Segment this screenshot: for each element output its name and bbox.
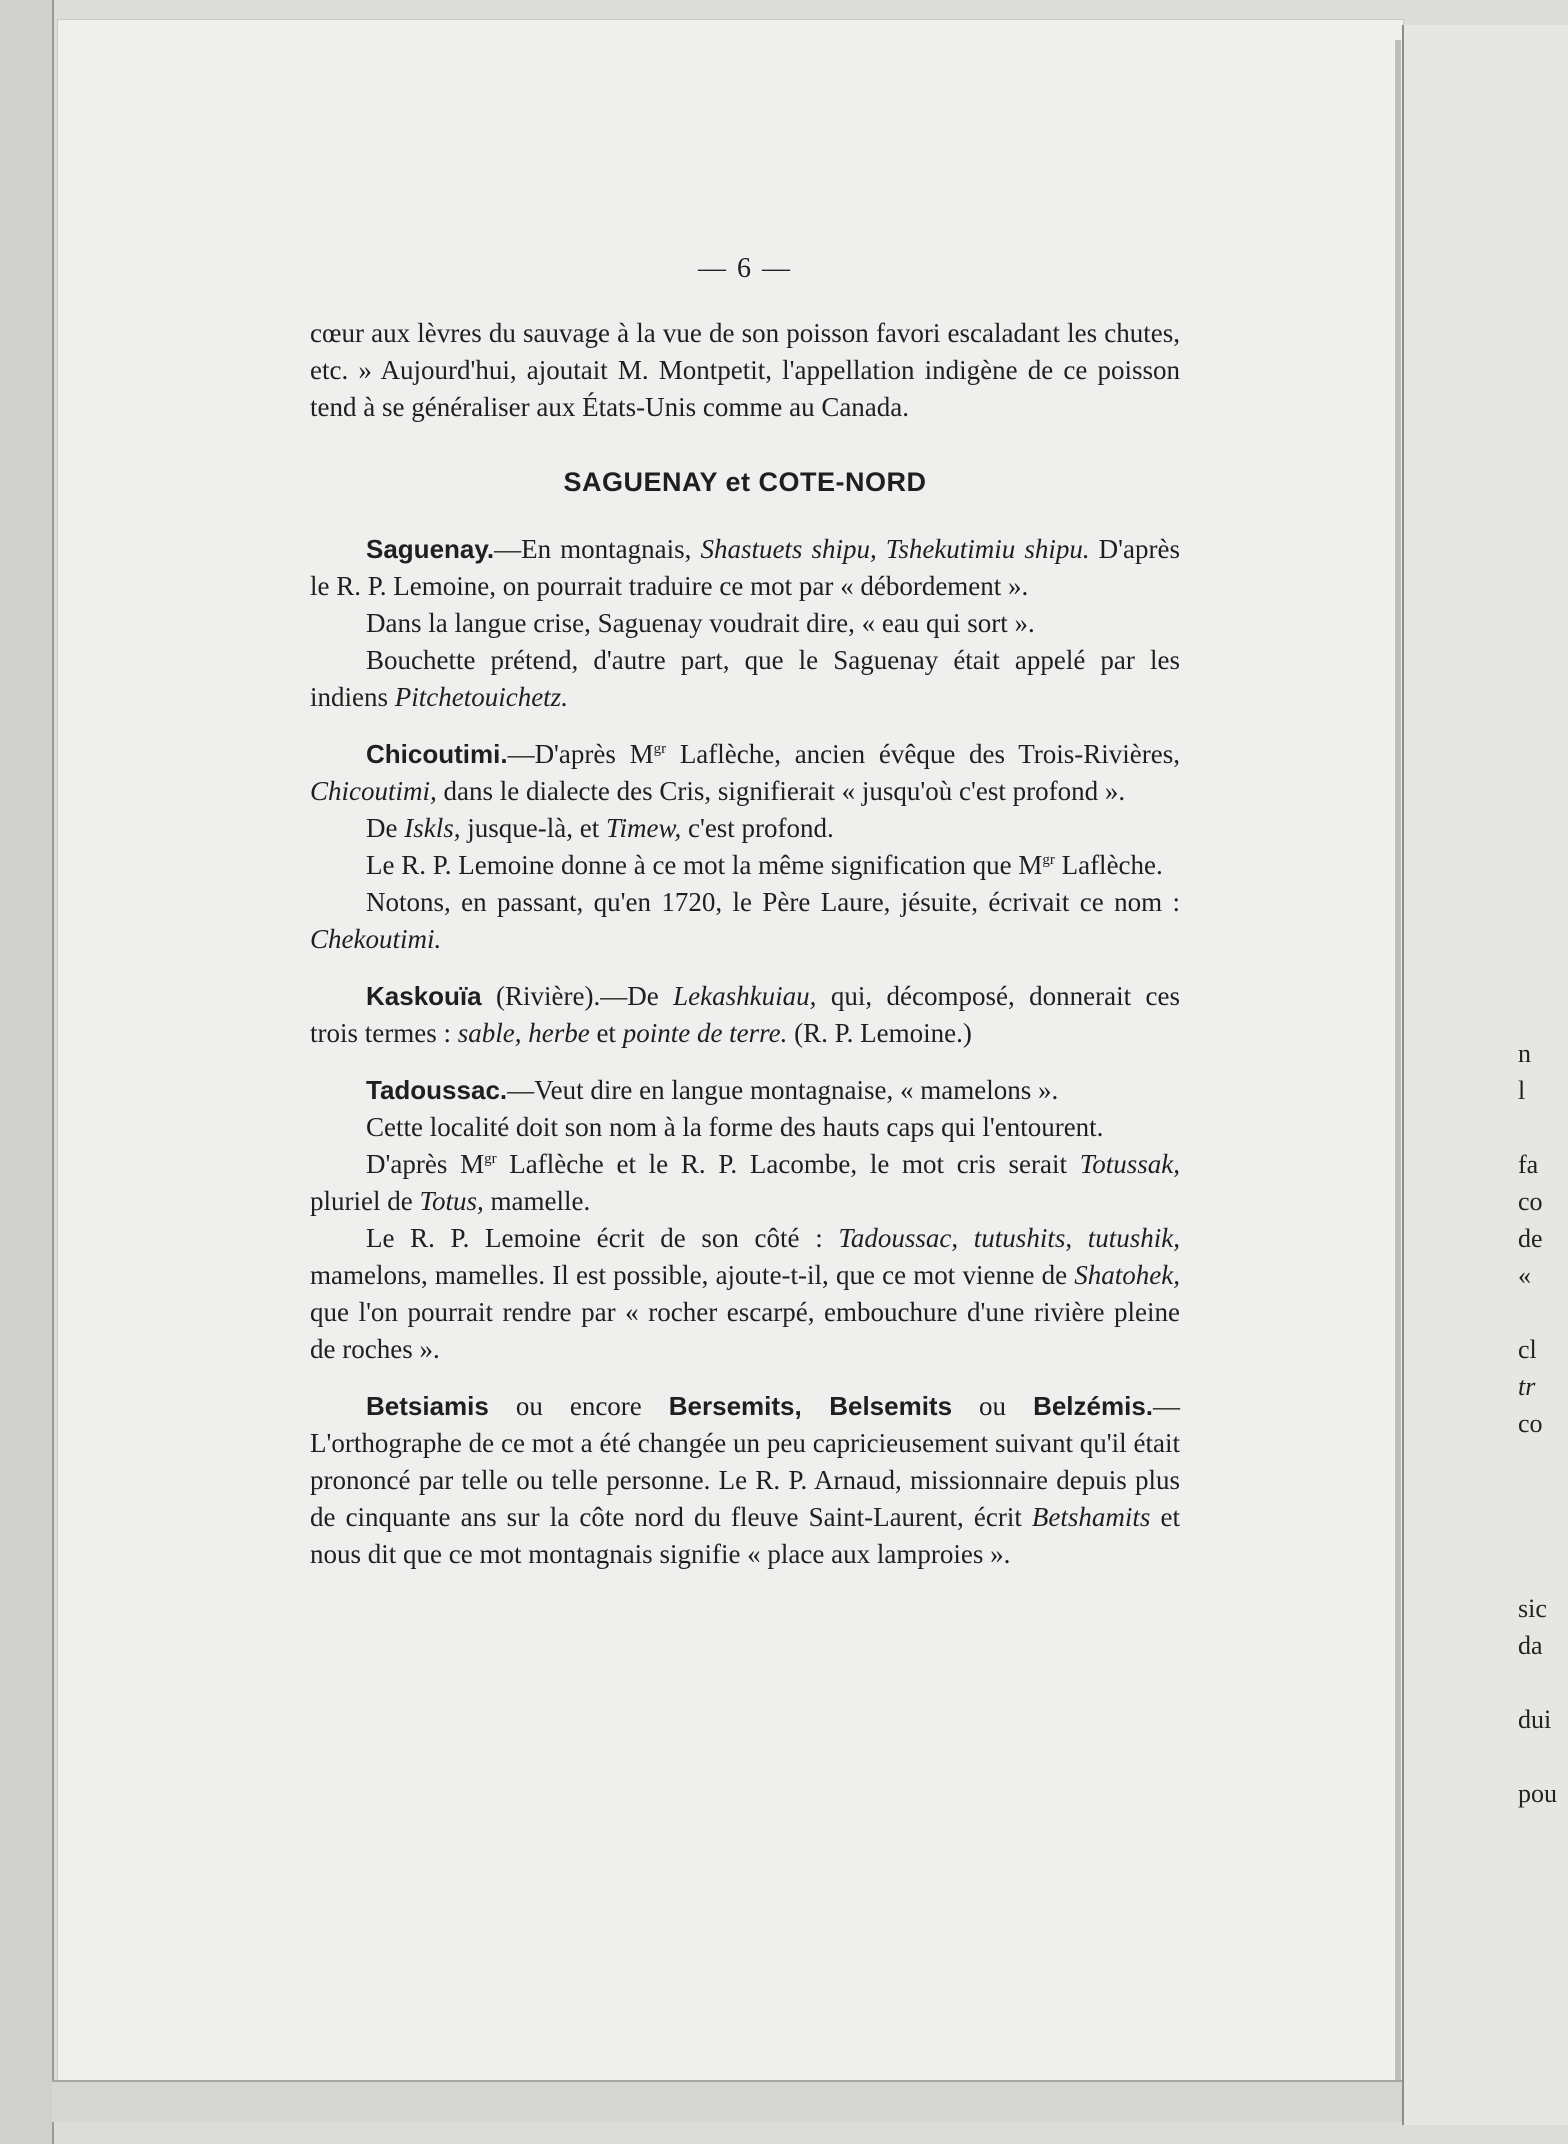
text: D'après le R. P. Lemoine, on pourrait traduire ce mot par « débordement ». xyxy=(310,534,1180,601)
page-number: — 6 — xyxy=(698,253,792,284)
fragment xyxy=(1518,1664,1568,1701)
entry-paragraph xyxy=(310,1146,1180,1220)
fragment xyxy=(1518,1109,1568,1146)
italic-term: Totus, xyxy=(419,1186,484,1216)
section-title: SAGUENAY et COTE-NORD xyxy=(563,467,927,497)
entry-betsiamis xyxy=(310,1388,1180,1573)
text: —En montagnais, xyxy=(494,534,701,564)
entry-paragraph xyxy=(310,531,1180,605)
fragment: co xyxy=(1518,1409,1543,1438)
entry-paragraph xyxy=(310,642,1180,716)
italic-term: sable, herbe xyxy=(457,1018,590,1048)
headword: Bersemits, Belsemits xyxy=(668,1391,953,1421)
text: (R. P. Lemoine.) xyxy=(787,1018,972,1048)
superscript: gr xyxy=(1042,852,1055,868)
italic-term: Shastuets shipu, Tshekutimiu shipu. xyxy=(700,534,1090,564)
headword: Chicoutimi. xyxy=(366,739,508,769)
entry-tadoussac xyxy=(310,1072,1180,1368)
italic-term: Pitchetouichetz. xyxy=(394,682,568,712)
text: Laflèche. xyxy=(1054,850,1163,880)
intro-paragraph: cœur aux lèvres du sauvage à la vue de son poisson favori escaladant les chutes, etc. » Aujourd'hui, ajoutait M. Montpetit, l'appellation indigène de ce poisson tend à se généraliser aux États-Unis comme au Canada. xyxy=(310,318,1180,422)
fragment: dui xyxy=(1518,1705,1552,1734)
entry-saguenay xyxy=(310,531,1180,716)
fragment: pou xyxy=(1518,1779,1557,1808)
text: Le R. P. Lemoine écrit de son côté : xyxy=(366,1223,839,1253)
fragment xyxy=(1518,1294,1568,1331)
headword: Belzémis. xyxy=(1033,1391,1154,1421)
italic-term: Betshamits xyxy=(1031,1502,1151,1532)
text: —Veut dire en langue montagnaise, « mamelons ». xyxy=(507,1075,1059,1105)
fragment: cl xyxy=(1518,1335,1537,1364)
text: c'est profond. xyxy=(681,813,834,843)
headword: Betsiamis xyxy=(366,1391,489,1421)
headword: Saguenay. xyxy=(366,534,495,564)
italic-term: Iskls, xyxy=(404,813,461,843)
text: Bouchette prétend, d'autre part, que le Saguenay était appelé par les indiens xyxy=(310,645,1180,712)
entry-paragraph xyxy=(310,810,1180,847)
text: pluriel de xyxy=(310,1186,420,1216)
entry-chicoutimi xyxy=(310,736,1180,958)
fragment: n xyxy=(1518,1039,1531,1068)
page-text xyxy=(310,250,1180,1573)
fragment xyxy=(1518,1553,1568,1590)
text: Notons, en passant, qu'en 1720, le Père Laure, jésuite, écrivait ce nom : xyxy=(366,887,1180,917)
entry-paragraph xyxy=(310,1388,1180,1573)
fragment xyxy=(1518,1738,1568,1775)
text: De xyxy=(366,813,405,843)
text: —L'orthographe de ce mot a été changée un peu capricieusement suivant qu'il était prononcé par telle ou telle personne. Le R. P. Arnaud, missionnaire depuis plus de cinquante ans sur la côte nord du fleuve Saint-Laurent, écrit xyxy=(310,1391,1181,1532)
entry-paragraph xyxy=(310,736,1180,810)
text: et xyxy=(589,1018,623,1048)
text: dans le dialecte des Cris, signifierait « jusqu'où c'est profond ». xyxy=(436,776,1126,806)
entry-paragraph xyxy=(310,1220,1180,1368)
fragment: fa xyxy=(1518,1150,1539,1179)
italic-term: Shatohek, xyxy=(1074,1260,1180,1290)
fragment: sic xyxy=(1518,1594,1547,1623)
italic-term: Totussak, xyxy=(1079,1149,1180,1179)
fragment: de xyxy=(1518,1224,1543,1253)
text: qui, décomposé, donnerait ces trois termes : xyxy=(310,981,1180,1048)
entry-paragraph: Cette localité doit son nom à la forme des hauts caps qui l'entourent. xyxy=(366,1112,1104,1142)
fragment: l xyxy=(1518,1076,1526,1105)
fragment: « xyxy=(1518,1261,1531,1290)
facing-page-fragments xyxy=(1518,1035,1568,1812)
superscript: gr xyxy=(653,741,667,757)
fragment: da xyxy=(1518,1631,1543,1660)
fragment xyxy=(1518,1442,1568,1479)
text: (Rivière).—De xyxy=(481,981,674,1011)
italic-term: pointe de terre. xyxy=(622,1018,788,1048)
entry-paragraph xyxy=(310,884,1180,958)
headword: Tadoussac. xyxy=(366,1075,508,1105)
text: Laflèche et le R. P. Lacombe, le mot cris serait xyxy=(496,1149,1080,1179)
text: Le R. P. Lemoine donne à ce mot la même signification que M xyxy=(366,850,1043,880)
left-book-edge xyxy=(0,0,54,2144)
page-fold xyxy=(1395,40,1401,2120)
text: mamelle. xyxy=(483,1186,591,1216)
fragment: tr xyxy=(1518,1372,1536,1401)
entry-paragraph: Dans la langue crise, Saguenay voudrait dire, « eau qui sort ». xyxy=(366,608,1035,638)
text: jusque-là, et xyxy=(460,813,606,843)
entry-kaskouia xyxy=(310,978,1180,1052)
text: et nous dit que ce mot montagnais signifie « place aux lamproies ». xyxy=(310,1502,1180,1569)
text: mamelons, mamelles. Il est possible, ajoute-t-il, que ce mot vienne de xyxy=(310,1260,1075,1290)
text: ou encore xyxy=(488,1391,669,1421)
fragment: co xyxy=(1518,1187,1543,1216)
headword: Kaskouïa xyxy=(366,981,482,1011)
text: ou xyxy=(952,1391,1034,1421)
entry-paragraph xyxy=(310,847,1180,884)
italic-term: Tadoussac, tutushits, tutushik, xyxy=(838,1223,1180,1253)
text: que l'on pourrait rendre par « rocher escarpé, embouchure d'une rivière pleine de roches ». xyxy=(310,1297,1180,1364)
text: Laflèche, ancien évêque des Trois-Rivières, xyxy=(666,739,1180,769)
entry-paragraph xyxy=(310,978,1180,1052)
italic-term: Lekashkuiau, xyxy=(673,981,817,1011)
italic-term: Chicoutimi, xyxy=(310,776,437,806)
italic-term: Timew, xyxy=(605,813,682,843)
text: D'après M xyxy=(366,1149,485,1179)
superscript: gr xyxy=(484,1151,497,1167)
fragment xyxy=(1518,1479,1568,1516)
bottom-book-edge xyxy=(52,2080,1402,2122)
entry-paragraph xyxy=(310,1072,1180,1109)
italic-term: Chekoutimi. xyxy=(310,924,442,954)
fragment xyxy=(1518,1516,1568,1553)
text: —D'après M xyxy=(507,739,654,769)
